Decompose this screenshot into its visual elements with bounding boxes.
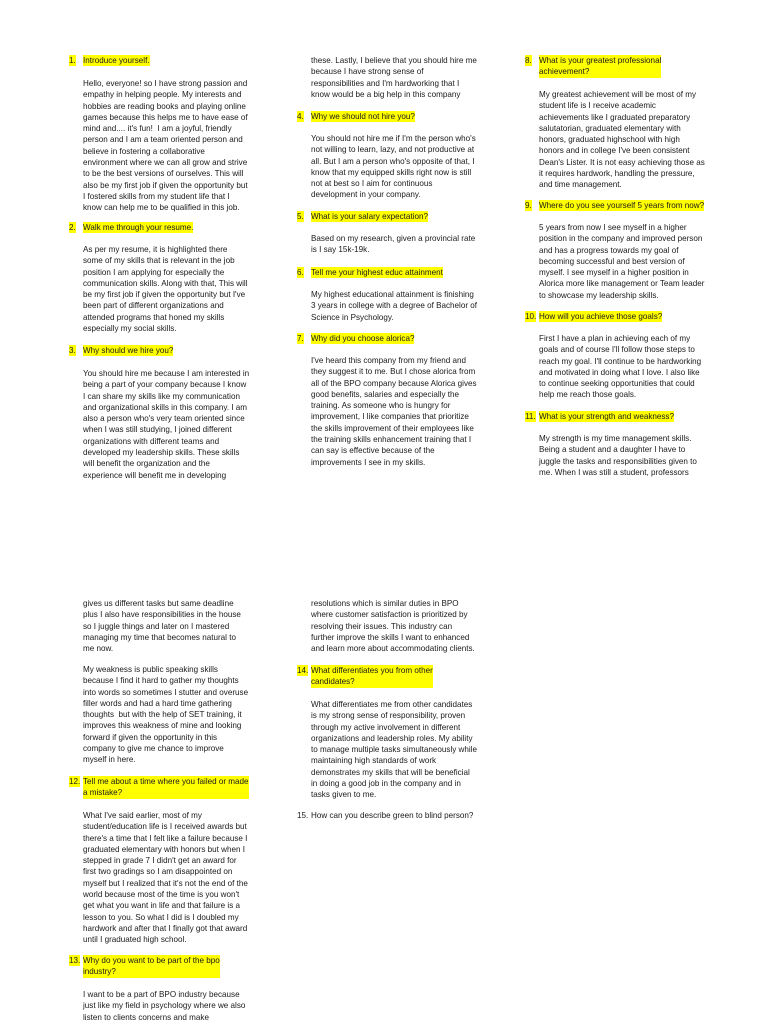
question-11 — [525, 411, 674, 445]
answer-11-weakness: My weakness is public speaking skills because I find it hard to gather my thoughts into words so sometimes I stutter and overuse filler words and had a hard time gathering thoughts but with the help of SET training, it improves this weakness of mine and looking forward if given the opportunity in this company to give me chance to improve myself in here. — [83, 665, 249, 765]
answer-9: 5 years from now I see myself in a higher position in the company and improved person and has a progress towards my goal of becoming successful and best version of myself. I see myself in a higher position in Alorica more like management or Team leader to showcase my leadership skills. — [539, 223, 705, 300]
question-label: What is your greatest professional achievement? — [539, 56, 662, 77]
question-number: 14. — [297, 666, 309, 675]
question-8 — [525, 55, 662, 89]
answer-2: As per my resume, it is highlighted there some of my skills that is relevant in the job position I am applying for especially the communication skills. Along with that, This will be my first job if given the opportunity but I've been part of different organizations and attended programs that honed my skills especially my social skills. — [83, 245, 248, 334]
question-number: 9. — [525, 201, 532, 210]
question-number: 15. — [297, 811, 309, 820]
question-15 — [297, 810, 474, 844]
answer-8: My greatest achievement will be most of my student life is I receive academic achievements like I graduated preparatory salutatorian, graduated elementary with honors, graduated highschool with high honors and in college I've been consistent Dean's Lister. It is not easy achieving those as it requires hardwork, handling the pressure, and time management. — [539, 90, 705, 190]
answer-3-continued: these. Lastly, I believe that you should hire me because I have strong sense of responsibilities and I'm hardworking that I know would be a big help in this company — [311, 56, 477, 99]
question-label: Tell me your highest educ attainment — [311, 268, 443, 277]
question-number: 2. — [69, 223, 76, 232]
question-label: How will you achieve those goals? — [539, 312, 663, 321]
question-7 — [297, 333, 415, 367]
question-number: 1. — [69, 56, 76, 65]
question-number: 10. — [525, 312, 537, 321]
answer-7: I've heard this company from my friend and they suggest it to me. But I chose alorica from all of the BPO company because Alorica gives good benefits, salaries and especially the training. As someone who is hungry for improvement, I like companies that prioritize the skills improvement of their employees like the training skills enhancement training that I can say is effective because of the improvements I see in my skills. — [311, 356, 477, 467]
question-1 — [69, 55, 150, 89]
answer-13-continued: resolutions which is similar duties in BPO where customer satisfaction is prioritized by resolving their issues. This industry can further improve the skills I want to enhanced and learn more about accommodating clients. — [311, 599, 475, 654]
answer-4: You should not hire me if I'm the person who's not willing to learn, lazy, and not productive at all. But I am a person who's opposite of that, I know that my equipped skills right now is still not at best so I aim for continuous development in your company. — [311, 134, 476, 200]
question-label: Walk me through your resume. — [83, 223, 194, 232]
question-number: 7. — [297, 334, 304, 343]
answer-12: What I've said earlier, most of my student/education life is I received awards but there's a time that I felt like a failure because I graduated elementary with honors but when I stepped in grade 7 I didn't get an award for first two gradings so I am disappointed on myself but I realized that it's not the end of the world because most of the time is you won't get what you want in life and that failure is a lesson to you. So what I did is I doubled my hardwork and after that I finally got that award until I graduated high school. — [83, 811, 248, 945]
question-label: Why did you choose alorica? — [311, 334, 415, 343]
answer-5: Based on my research, given a provincial rate is I say 15k-19k. — [311, 234, 476, 255]
answer-13: I want to be a part of BPO industry because just like my field in psychology where we also listen to clients concerns and make — [83, 990, 246, 1022]
question-3 — [69, 345, 174, 379]
question-number: 13. — [69, 956, 81, 965]
answer-6: My highest educational attainment is finishing 3 years in college with a degree of Bachelor of Science in Psychology. — [311, 290, 478, 322]
question-label: Why do you want to be part of the bpo industry? — [83, 956, 220, 977]
question-12 — [69, 776, 249, 810]
question-10 — [525, 311, 663, 345]
question-9 — [525, 200, 705, 234]
question-14 — [297, 665, 433, 699]
question-4 — [297, 111, 415, 145]
question-label: Why we should not hire you? — [311, 112, 415, 121]
answer-1: Hello, everyone! so I have strong passion and empathy in helping people. My interests and hobbies are reading books and playing online games because this helps me to have ease of mind and.... it's fun! I am a joyful, friendly person and I am a team oriented person and believe in fostering a collaborative environment where we can all grow and strive to be the best versions of ourselves. This will also be my first job if given the opportunity but I fostered skills from my student life that I know can help me to be qualified in this job. — [83, 79, 248, 213]
answer-11: My strength is my time management skills. Being a student and a daughter I have to juggle the tasks and responsibilities given to me. When I was still a student, professors — [539, 434, 697, 477]
question-number: 4. — [297, 112, 304, 121]
answer-11-continued: gives us different tasks but same deadline plus I also have responsibilities in the house so I juggle things and later on I mastered managing my time that becomes natural to me now. — [83, 599, 241, 654]
question-6 — [297, 267, 443, 301]
question-label: Introduce yourself. — [83, 56, 150, 65]
question-number: 11. — [525, 412, 536, 421]
question-label: Where do you see yourself 5 years from now? — [539, 201, 705, 210]
question-label: How can you describe green to blind person? — [311, 811, 474, 820]
question-label: Tell me about a time where you failed or made a mistake? — [83, 777, 249, 798]
question-label: What differentiates you from other candidates? — [311, 666, 433, 687]
question-label: What is your salary expectation? — [311, 212, 428, 221]
answer-3: You should hire me because I am interested in being a part of your company because I know I can share my skills like my communication and organizational skills in this company. I am also a person who's very team oriented since when I was still studying, I joined different organizations with different teams and developed my leadership skills. These skills will benefit the organization and the experience will benefit me in developing — [83, 369, 250, 480]
question-number: 12. — [69, 777, 81, 786]
question-number: 8. — [525, 56, 532, 65]
question-label: What is your strength and weakness? — [539, 412, 674, 421]
question-5 — [297, 211, 428, 245]
answer-10: First I have a plan in achieving each of my goals and of course I'll follow those steps to reach my goal. I'll continue to be hardworking and motivated in doing what I love. I also like to continue seeking opportunities that could help me reach those goals. — [539, 334, 702, 400]
question-number: 3. — [69, 346, 76, 355]
answer-14: What differentiates me from other candidates is my strong sense of responsibility, proven through my active involvement in different organizations and leadership roles. My ability to manage multiple tasks simultaneously while maintaining high standards of work demonstrates my skills that will be beneficial in doing a good job in the company and in tasks given to me. — [311, 700, 478, 800]
question-number: 6. — [297, 268, 304, 277]
question-2 — [69, 222, 194, 256]
question-13 — [69, 955, 220, 989]
question-number: 5. — [297, 212, 304, 221]
question-label: Why should we hire you? — [83, 346, 174, 355]
